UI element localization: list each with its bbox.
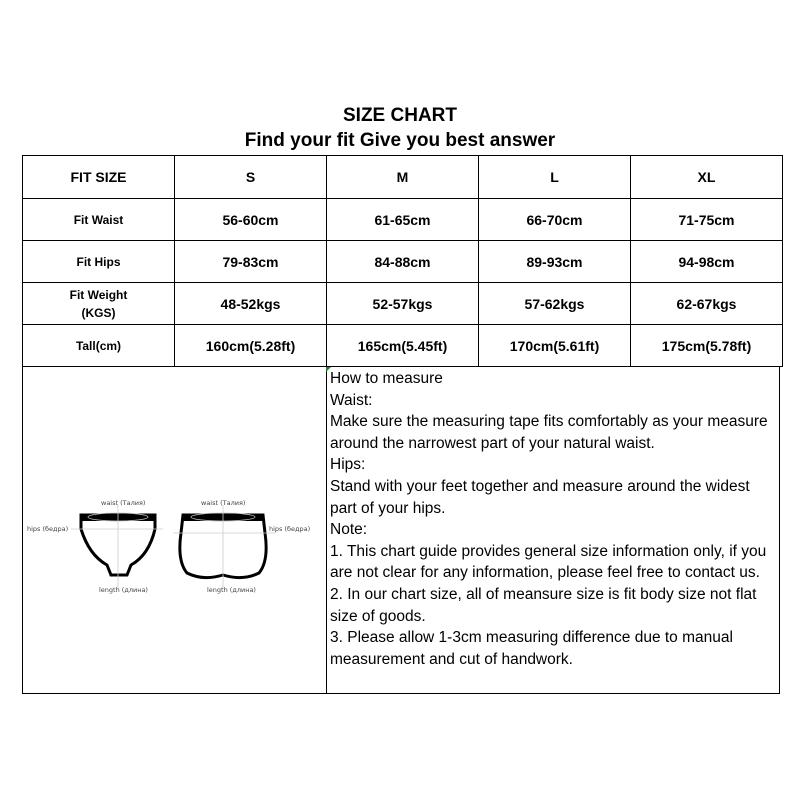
table-row-tall [23,325,783,367]
note-title: Note: [330,521,368,539]
table-cell: 79-83cm [175,241,327,283]
measure-section [22,367,780,694]
table-cell: 175cm(5.78ft) [631,325,783,367]
table-row-hips [23,241,783,283]
header-size-xl: XL [631,156,783,199]
table-cell: 165cm(5.45ft) [327,325,479,367]
table-cell: 48-52kgs [175,283,327,325]
briefs-front-icon [71,505,163,589]
briefs-back-icon [173,505,275,589]
table-cell: 89-93cm [479,241,631,283]
table-cell: 52-57kgs [327,283,479,325]
table-cell: 71-75cm [631,199,783,241]
waist-title: Waist: [330,391,373,409]
back-waist-label: waist (Талия) [201,499,246,507]
measure-instructions [330,368,778,670]
table-cell: 94-98cm [631,241,783,283]
row-label-waist: Fit Waist [23,199,175,241]
table-cell: 170cm(5.61ft) [479,325,631,367]
row-label-tall: Tall(cm) [23,325,175,367]
instructions-heading: How to measure [330,370,443,387]
table-header-row [23,156,783,199]
row-label-weight [23,283,175,325]
hips-text: Stand with your feet together and measure around the widest part of your hips. [330,477,750,517]
note-2: 2. In our chart size, all of meansure size is fit body size not flat size of goods. [330,585,757,625]
table-cell: 56-60cm [175,199,327,241]
size-table [22,155,783,367]
underwear-illustration [23,477,323,607]
row-label-weight-line2: (KGS) [81,305,116,320]
front-length-label: length (длина) [99,586,148,594]
note-3: 3. Please allow 1-3cm measuring difference due to manual measurement and cut of handwork. [330,629,733,668]
header-size-s: S [175,156,327,199]
row-label-weight-line1: Fit Weight [69,287,128,302]
row-label-hips: Fit Hips [23,241,175,283]
back-hips-label: hips (бедра) [269,525,311,533]
front-waist-label: waist (Талия) [101,499,146,507]
table-cell: 61-65cm [327,199,479,241]
note-1: 1. This chart guide provides general size information only, if you are not clear for any information, please feel free to contact us. [330,542,767,582]
header-fit-size: FIT SIZE [23,156,175,199]
table-cell: 66-70cm [479,199,631,241]
table-row-waist [23,199,783,241]
header-size-l: L [479,156,631,199]
hips-title: Hips: [330,456,366,474]
front-hips-label: hips (бедра) [27,525,69,533]
back-length-label: length (длина) [207,586,256,594]
table-row-weight [23,283,783,325]
chart-title: SIZE CHART [343,105,457,126]
section-divider [326,367,327,693]
table-cell: 160cm(5.28ft) [175,325,327,367]
table-cell: 57-62kgs [479,283,631,325]
table-cell: 84-88cm [327,241,479,283]
table-cell: 62-67kgs [631,283,783,325]
waist-text: Make sure the measuring tape fits comfortably as your measure around the narrowest part of your natural waist. [330,413,768,452]
chart-subtitle: Find your fit Give you best answer [244,130,556,151]
header-size-m: M [327,156,479,199]
